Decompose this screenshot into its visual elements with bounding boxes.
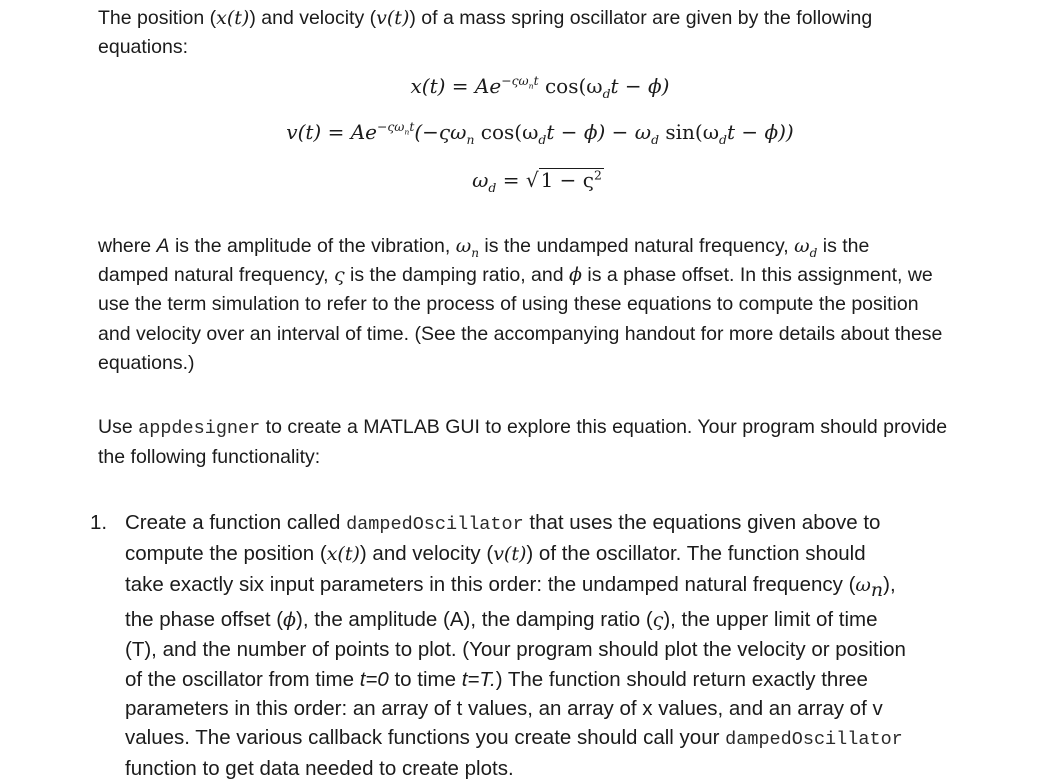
code-dampedoscillator: dampedOscillator <box>346 514 524 535</box>
body-text: that uses the equations given above to <box>523 511 881 534</box>
intro-text: ) of a mass spring oscillator are given by the following <box>409 7 873 29</box>
equation-subscript: n <box>404 127 410 137</box>
task-paragraph <box>98 413 998 472</box>
symbol-subscript: d <box>809 245 818 260</box>
equation-term: ω <box>472 168 489 192</box>
omega-symbol: ω <box>455 235 472 257</box>
body-text: ), the damping ratio ( <box>463 607 653 631</box>
equation-exponent: t <box>409 119 415 135</box>
body-text: is the amplitude of the vibration, <box>169 235 456 257</box>
equation-term: sin(ω <box>659 120 720 144</box>
body-text: (T), and the number of points to plot. (Your program should plot the velocity or position <box>125 638 906 662</box>
phase-symbol: ϕ <box>283 608 296 631</box>
symbol-subscript: n <box>471 245 479 260</box>
body-text: to create a MATLAB GUI to explore this equation. Your program should provide <box>260 416 948 438</box>
definitions-paragraph <box>98 232 998 378</box>
equation-term: t − ϕ) − ω <box>546 120 652 144</box>
body-text: damped natural frequency, <box>98 264 334 287</box>
square-root-sign: √ <box>525 168 539 192</box>
symbol-subscript: n <box>870 578 884 601</box>
body-text: is a phase offset. In this assignment, we <box>581 264 933 287</box>
body-text: use the term simulation to refer to the process of using these equations to compute the position <box>98 293 919 316</box>
phase-symbol: ϕ <box>569 264 582 287</box>
body-text: ), <box>883 572 896 596</box>
equation-term: (−ςω <box>414 120 467 144</box>
code-appdesigner: appdesigner <box>138 418 261 439</box>
equation-subscript: d <box>488 180 497 195</box>
code-dampedoscillator: dampedOscillator <box>725 729 903 751</box>
body-text: values. The various callback functions you create should call your <box>125 726 726 750</box>
time-end: t=T. <box>461 667 496 691</box>
equation-subscript: d <box>602 86 611 101</box>
intro-paragraph <box>98 4 998 62</box>
position-symbol: x(t) <box>326 543 360 566</box>
equation-exponent: −ςω <box>501 73 529 89</box>
body-text: compute the position ( <box>125 542 327 566</box>
body-text: ) The function should return exactly three <box>495 667 868 691</box>
equation-exponent: t <box>533 73 539 89</box>
body-text: is the <box>817 235 870 257</box>
omega-symbol: ω <box>855 573 871 596</box>
body-text: of the oscillator from time <box>125 667 360 691</box>
body-text: Create a function called <box>125 511 347 534</box>
body-text: function to get data needed to create plots. <box>125 757 514 781</box>
damping-symbol: ς <box>333 264 345 287</box>
equation-term: v(t) = Ae <box>286 120 377 144</box>
body-text: Use <box>98 416 139 438</box>
velocity-equation <box>10 118 1060 146</box>
list-item <box>90 508 990 784</box>
equation-term: cos(ω <box>538 74 603 98</box>
damping-symbol: ς <box>652 608 664 631</box>
body-text: the phase offset ( <box>125 607 284 631</box>
body-text: ) of the oscillator. The function should <box>526 542 866 566</box>
equation-subscript: d <box>651 132 660 147</box>
body-text: ), the amplitude ( <box>296 607 450 631</box>
velocity-symbol: v(t) <box>493 543 527 566</box>
equation-term: cos(ω <box>474 120 539 144</box>
intro-text: equations: <box>98 36 188 59</box>
equation-superscript: 2 <box>594 167 602 183</box>
amplitude-symbol: A <box>156 235 170 257</box>
list-number: 1. <box>90 511 108 534</box>
body-text: equations.) <box>98 351 195 374</box>
equation-subscript: d <box>538 132 547 147</box>
equation-term: t − ϕ) <box>610 74 670 98</box>
radicand <box>539 168 604 191</box>
position-symbol: x(t) <box>216 7 250 29</box>
position-equation <box>10 72 1060 100</box>
body-text: parameters in this order: an array of t values, an array of x values, and an array of v <box>125 696 883 720</box>
body-text: to time <box>388 667 462 691</box>
body-text: the following functionality: <box>98 446 321 469</box>
omega-symbol: ω <box>794 235 810 257</box>
intro-text: The position ( <box>98 7 217 29</box>
body-text: is the damping ratio, and <box>344 264 569 287</box>
requirements-list <box>90 508 990 784</box>
body-text: take exactly six input parameters in this order: the undamped natural frequency ( <box>125 572 856 596</box>
equation-subscript: n <box>466 132 475 147</box>
list-item-body <box>125 508 990 784</box>
body-text: ), the upper limit of time <box>663 607 878 631</box>
equation-exponent: −ςω <box>376 119 405 135</box>
body-text: is the undamped natural frequency, <box>479 235 795 257</box>
equation-term: = <box>496 168 526 192</box>
amplitude-symbol: A <box>449 607 464 631</box>
body-text: ) and velocity ( <box>359 542 494 566</box>
velocity-symbol: v(t) <box>376 7 410 29</box>
body-text: and velocity over an interval of time. (See the accompanying handout for more details about these <box>98 322 943 345</box>
damped-frequency-equation <box>8 166 1060 194</box>
body-text: where <box>98 235 157 257</box>
equation-subscript: d <box>719 132 727 147</box>
equation-term: x(t) = Ae <box>410 74 502 98</box>
equation-term: t − ϕ)) <box>726 120 794 144</box>
equation-term: 1 − ς <box>540 168 594 192</box>
equation-subscript: n <box>528 81 534 91</box>
intro-text: ) and velocity ( <box>249 7 377 29</box>
time-start: t=0 <box>359 667 389 691</box>
